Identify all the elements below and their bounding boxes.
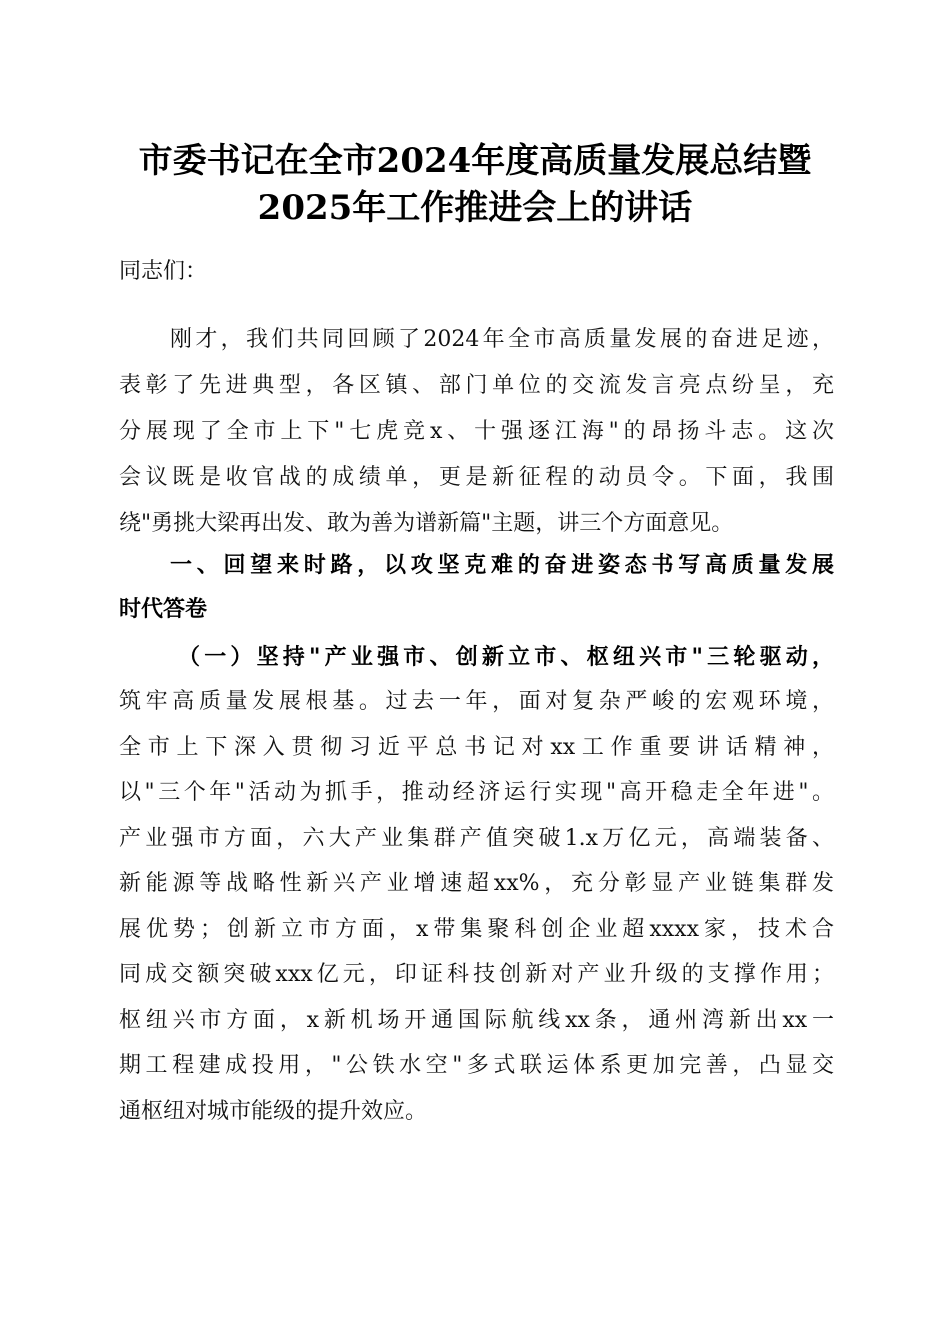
paragraph-2-line: 通枢纽对城市能级的提升效应。	[119, 1099, 428, 1124]
paragraph-2-line: 以"三个年"活动为抓手，推动经济运行实现"高开稳走全年进"。	[119, 780, 834, 805]
paragraph-1-line: 表彰了先进典型，各区镇、部门单位的交流发言亮点纷呈，充	[119, 373, 834, 398]
paragraph-2-line: 展优势；创新立市方面，x带集聚科创企业超xxxx家，技术合	[119, 917, 834, 942]
paragraph-2-line: 筑牢高质量发展根基。过去一年，面对复杂严峻的宏观环境，	[119, 689, 834, 714]
paragraph-1-line: 绕"勇挑大梁再出发、敢为善为谱新篇"主题，讲三个方面意见。	[119, 511, 734, 536]
salutation: 同志们：	[119, 259, 208, 284]
paragraph-2-line: 全市上下深入贯彻习近平总书记对xx工作重要讲话精神，	[119, 735, 834, 760]
paragraph-1-line: 会议既是收官战的成绩单，更是新征程的动员令。下面，我围	[119, 465, 834, 490]
paragraph-1-line: 分展现了全市上下"七虎竞x、十强逐江海"的昂扬斗志。这次	[119, 419, 834, 444]
section-heading-1-line: 一、回望来时路，以攻坚克难的奋进姿态书写高质量发展	[170, 553, 834, 578]
paragraph-2-line: 枢纽兴市方面，x新机场开通国际航线xx条，通州湾新出xx一	[119, 1008, 834, 1033]
document-title-line-2: 2025年工作推进会上的讲话	[257, 188, 693, 228]
paragraph-2-line: 同成交额突破xxx亿元，印证科技创新对产业升级的支撑作用；	[119, 962, 834, 987]
paragraph-2-line: 新能源等战略性新兴产业增速超xx%，充分彰显产业链集群发	[119, 871, 834, 896]
paragraph-2-line: 产业强市方面，六大产业集群产值突破1.x万亿元，高端装备、	[119, 826, 834, 851]
paragraph-1-line: 刚才，我们共同回顾了2024年全市高质量发展的奋进足迹，	[170, 327, 834, 352]
paragraph-2-line: 期工程建成投用，"公铁水空"多式联运体系更加完善，凸显交	[119, 1053, 834, 1078]
document-title-line-1: 市委书记在全市2024年度高质量发展总结暨	[138, 141, 812, 181]
section-heading-1-line: 时代答卷	[119, 597, 208, 622]
sub-heading-1: （一）坚持"产业强市、创新立市、枢纽兴市"三轮驱动，	[178, 644, 834, 670]
